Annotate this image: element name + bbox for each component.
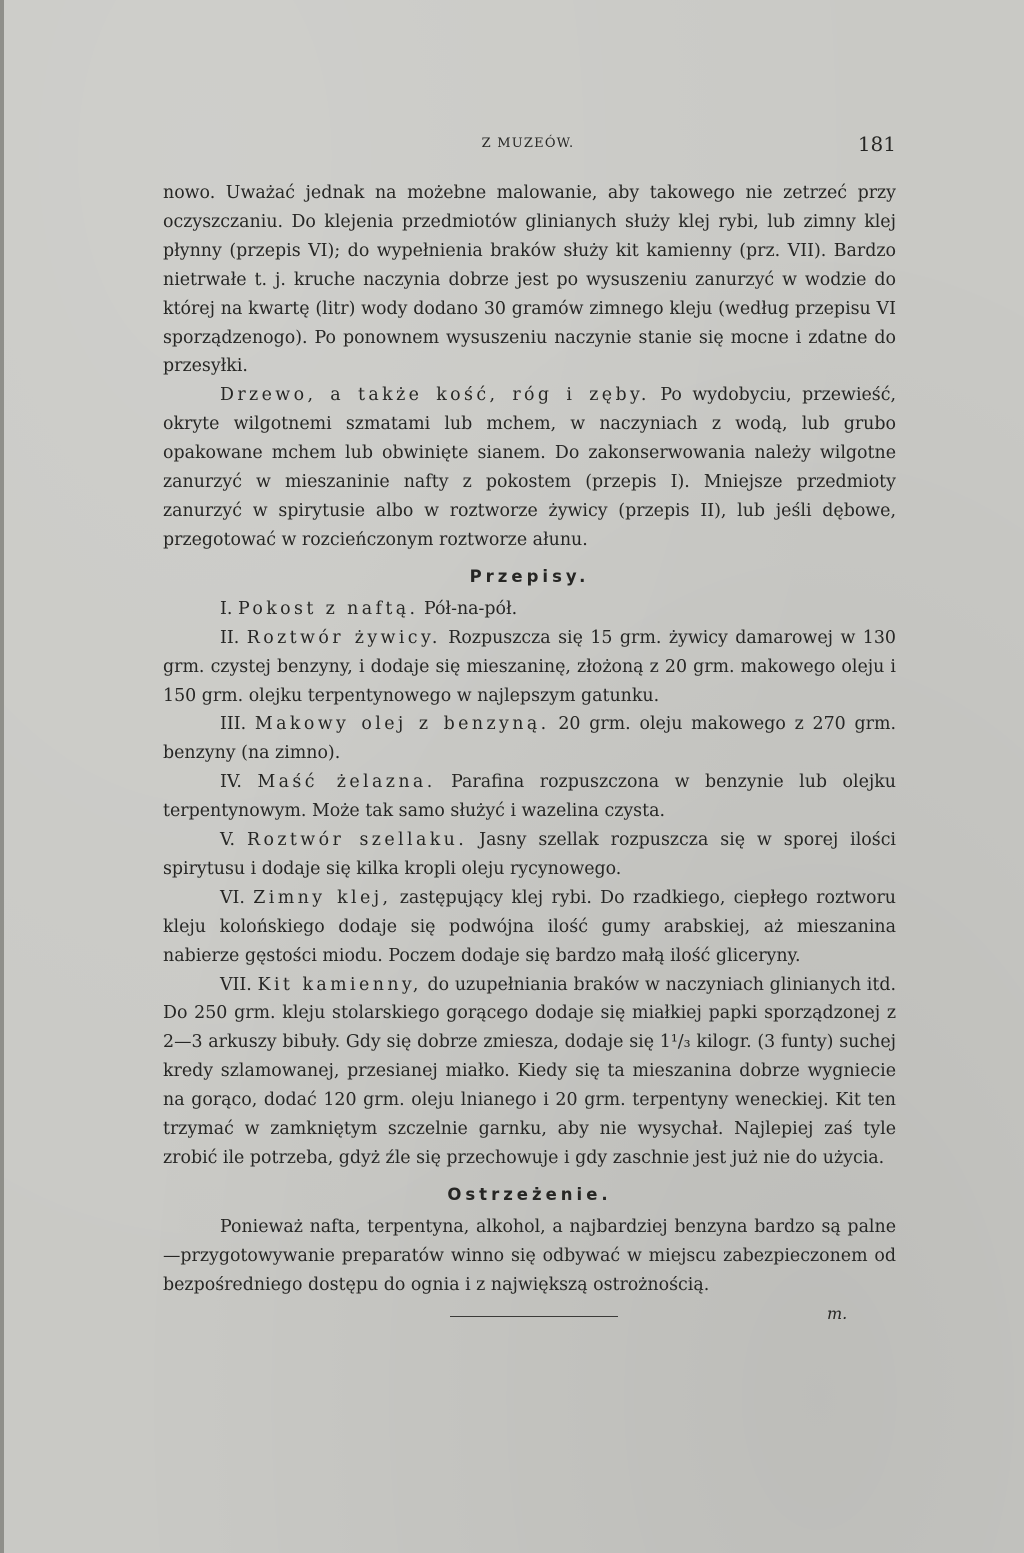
paragraph-wood-bone [163, 381, 896, 554]
recipe-title: Kit kamienny, [257, 974, 422, 995]
recipe-number: V. [220, 830, 236, 851]
recipe-text: Rozpuszcza się 15 grm. żywicy damarowej w 130 grm. czystej benzyny, i dodaje się mieszaninę, złożoną z 20 grm. makowego oleju i 150 grm. olejku terpentynowego w najlepszym gatunku. [163, 627, 896, 706]
running-head: Z MUZEÓW. [481, 136, 575, 151]
page-number: 181 [857, 132, 896, 156]
recipe-item [163, 595, 896, 624]
paragraph-warning: Ponieważ nafta, terpentyna, alkohol, a najbardziej benzyna bardzo są palne—przygotowywanie preparatów winno się odbywać w miejscu zabezpieczonem od bezpośredniego dostępu do ognia i z największą ostrożnością. [163, 1216, 896, 1295]
recipe-number: III. [220, 714, 247, 735]
recipe-text: Jasny szellak rozpuszcza się w sporej ilości spirytusu i dodaje się kilka kropli oleju rycynowego. [163, 830, 896, 879]
paragraph-cleaning: nowo. Uważać jednak na możebne malowanie, aby takowego nie zetrzeć przy oczyszczaniu. Do klejenia przedmiotów glinianych służy klej rybi, lub zimny klej płynny (przepis VI); do wypełnienia braków służy kit kamienny (prz. VII). Bardzo nietrwałe t. j. kruche naczynia dobrze jest po wysuszeniu zanurzyć w wodzie do której na kwartę (litr) wody dodano 30 gramów zimnego kleju (według przepisu VI sporządzenogo). Po ponownem wysuszeniu naczynie stanie się mocne i zdatne do przesyłki. [163, 183, 896, 377]
recipe-list [163, 595, 896, 1173]
page-edge-shadow [0, 0, 4, 1553]
recipe-item [163, 884, 896, 971]
recipe-title: Roztwór szellaku. [246, 830, 468, 851]
recipe-title: Roztwór żywicy. [246, 627, 441, 648]
recipe-title: Maść żelazna. [257, 772, 436, 793]
recipe-item [163, 971, 896, 1173]
recipe-number: I. [220, 598, 233, 619]
recipe-item [163, 826, 896, 884]
recipe-number: IV. [220, 772, 242, 793]
recipe-text: Parafina rozpuszczona w benzynie lub olejku terpentynowym. Może tak samo służyć i wazelina czysta. [163, 772, 896, 822]
recipe-item [163, 710, 896, 768]
recipe-text: Pół-na-pół. [418, 598, 518, 619]
recipe-number: II. [220, 627, 240, 648]
recipe-item [163, 768, 896, 826]
recipe-text: 20 grm. oleju makowego z 270 grm. benzyny (na zimno). [163, 714, 896, 764]
author-signature: m. [827, 1303, 848, 1323]
recipe-number: VI. [220, 887, 245, 908]
recipe-title: Zimny klej, [253, 887, 392, 908]
heading-warning: Ostrzeżenie. [447, 1184, 612, 1204]
page-header [160, 132, 896, 158]
footer-rule [450, 1316, 618, 1317]
heading-recipes: Przepisy. [469, 566, 590, 586]
paragraph-text: Po wydobyciu, przewieść, okryte wilgotnemi szmatami lub mchem, w naczyniach z wodą, lub grubo opakowane mchem lub obwinięte sianem. Do zakonserwowania należy wilgotne zanurzyć w mieszaninie nafty z pokostem (przepis I). Mniejsze przedmioty zanurzyć w spirytusie albo w roztworze żywicy (przepis II), lub jeśli dębowe, przegotować w rozcieńczonym roztworze ałunu. [163, 385, 896, 550]
recipe-title: Pokost z naftą. [237, 598, 419, 619]
recipe-text: zastępujący klej rybi. Do rzadkiego, ciepłego roztworu kleju kolońskiego dodaje się podwójna ilość gumy arabskiej, aż mieszanina nabierze gęstości miodu. Poczem dodaje się bardzo małą ilość gliceryny. [163, 887, 896, 966]
body-text [163, 179, 896, 1328]
recipe-number: VII. [220, 974, 252, 995]
paragraph-lead: Drzewo, a także kość, róg i zęby. [220, 385, 650, 406]
recipe-item [163, 624, 896, 711]
page-footer [163, 1302, 896, 1328]
recipe-text: do uzupełniania braków w naczyniach glinianych itd. Do 250 grm. kleju stolarskiego gorącego dodaje się miałkiej papki sporządzonej z 2—3 arkuszy bibuły. Gdy się dobrze zmiesza, dodaje się 1¹/₃ kilogr. (3 funty) suchej kredy szlamowanej, przesianej miałko. Kiedy się ta mieszanina dobrze wygniecie na gorąco, dodać 120 grm. oleju lnianego i 20 grm. terpentyny weneckiej. Kit ten trzymać w zamkniętym szczelnie garnku, aby nie wysychał. Najlepiej zaś tyle zrobić ile potrzeba, gdyż źle się przechowuje i gdy zaschnie jest już nie do użycia. [163, 974, 896, 1168]
recipe-title: Makowy olej z benzyną. [254, 714, 550, 735]
